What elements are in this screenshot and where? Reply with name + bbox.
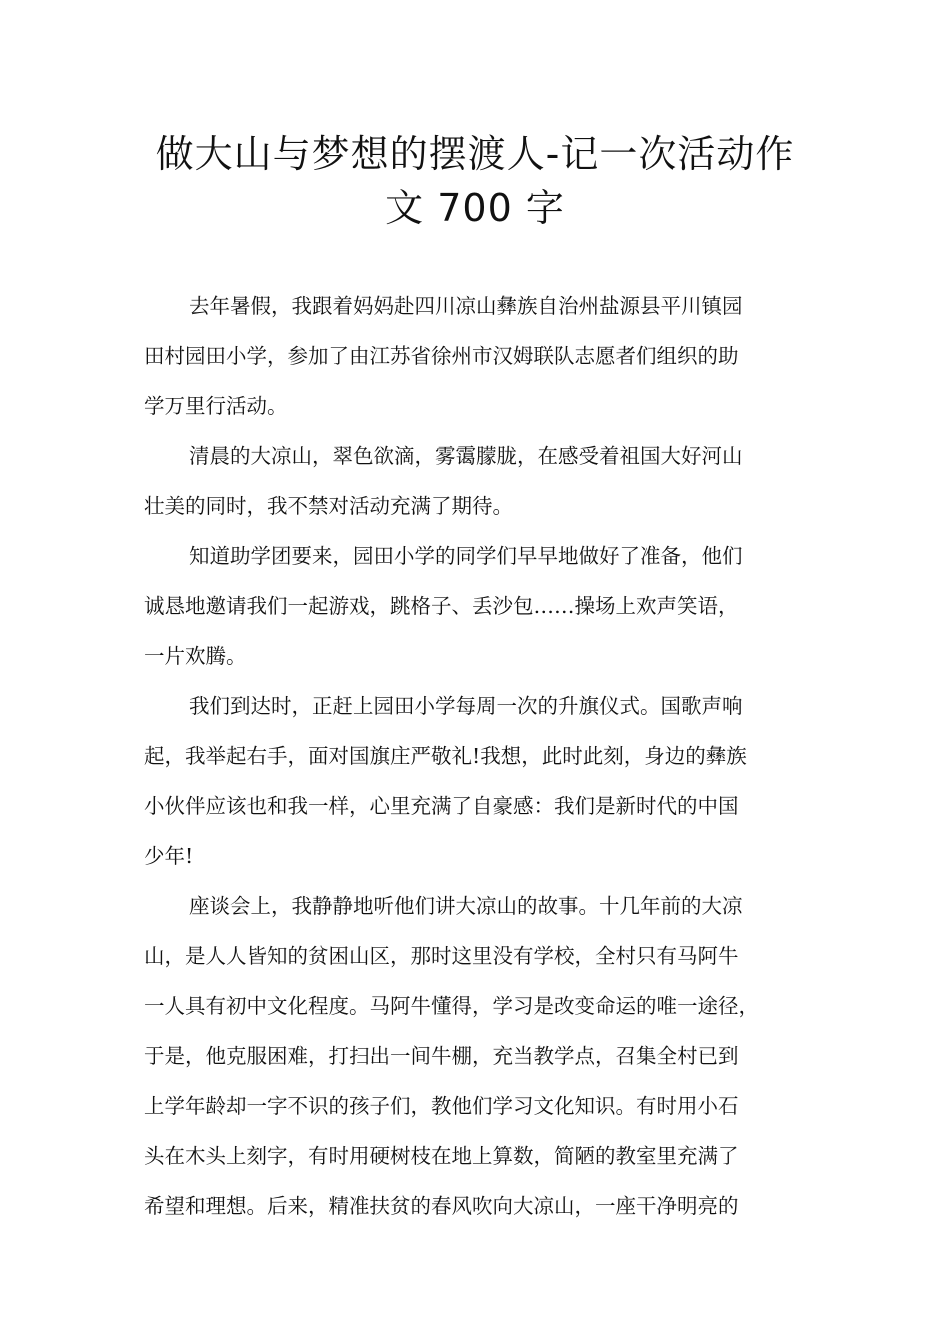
paragraph xyxy=(144,681,816,881)
text-line: 少年! xyxy=(144,844,194,868)
document-title xyxy=(120,127,830,235)
text-line: 小伙伴应该也和我一样，心里充满了自豪感：我们是新时代的中国 xyxy=(144,794,739,818)
text-line: 山，是人人皆知的贫困山区，那时这里没有学校，全村只有马阿牛 xyxy=(144,944,739,968)
title-line: 文 700 字 xyxy=(385,186,565,230)
text-line: 学万里行活动。 xyxy=(144,394,288,418)
text-line: 一片欢腾。 xyxy=(144,644,247,668)
text-line: 壮美的同时，我不禁对活动充满了期待。 xyxy=(144,494,513,518)
text-line: 知道助学团要来，园田小学的同学们早早地做好了准备，他们 xyxy=(189,544,743,568)
paragraph xyxy=(144,281,816,431)
paragraph xyxy=(144,431,816,531)
text-line: 田村园田小学，参加了由江苏省徐州市汉姆联队志愿者们组织的助 xyxy=(144,344,739,368)
text-line: 清晨的大凉山，翠色欲滴，雾霭朦胧，在感受着祖国大好河山 xyxy=(189,444,743,468)
text-line: 希望和理想。后来，精准扶贫的春风吹向大凉山，一座干净明亮的 xyxy=(144,1194,739,1218)
text-line: 座谈会上，我静静地听他们讲大凉山的故事。十几年前的大凉 xyxy=(189,894,743,918)
text-line: 我们到达时，正赶上园田小学每周一次的升旗仪式。国歌声响 xyxy=(189,694,743,718)
text-line: 一人具有初中文化程度。马阿牛懂得，学习是改变命运的唯一途径， xyxy=(144,994,759,1018)
paragraph xyxy=(144,881,816,1231)
text-line: 头在木头上刻字，有时用硬树枝在地上算数，简陋的教室里充满了 xyxy=(144,1144,739,1168)
title-line: 做大山与梦想的摆渡人-记一次活动作 xyxy=(155,132,795,176)
paragraph xyxy=(144,531,816,681)
text-line: 起，我举起右手，面对国旗庄严敬礼!我想，此时此刻，身边的彝族 xyxy=(144,744,747,768)
text-line: 去年暑假，我跟着妈妈赴四川凉山彝族自治州盐源县平川镇园 xyxy=(189,294,743,318)
document-body xyxy=(144,281,816,1231)
text-line: 于是，他克服困难，打扫出一间牛棚，充当教学点，召集全村已到 xyxy=(144,1044,739,1068)
text-line: 诚恳地邀请我们一起游戏，跳格子、丢沙包……操场上欢声笑语， xyxy=(144,594,739,618)
text-line: 上学年龄却一字不识的孩子们，教他们学习文化知识。有时用小石 xyxy=(144,1094,739,1118)
